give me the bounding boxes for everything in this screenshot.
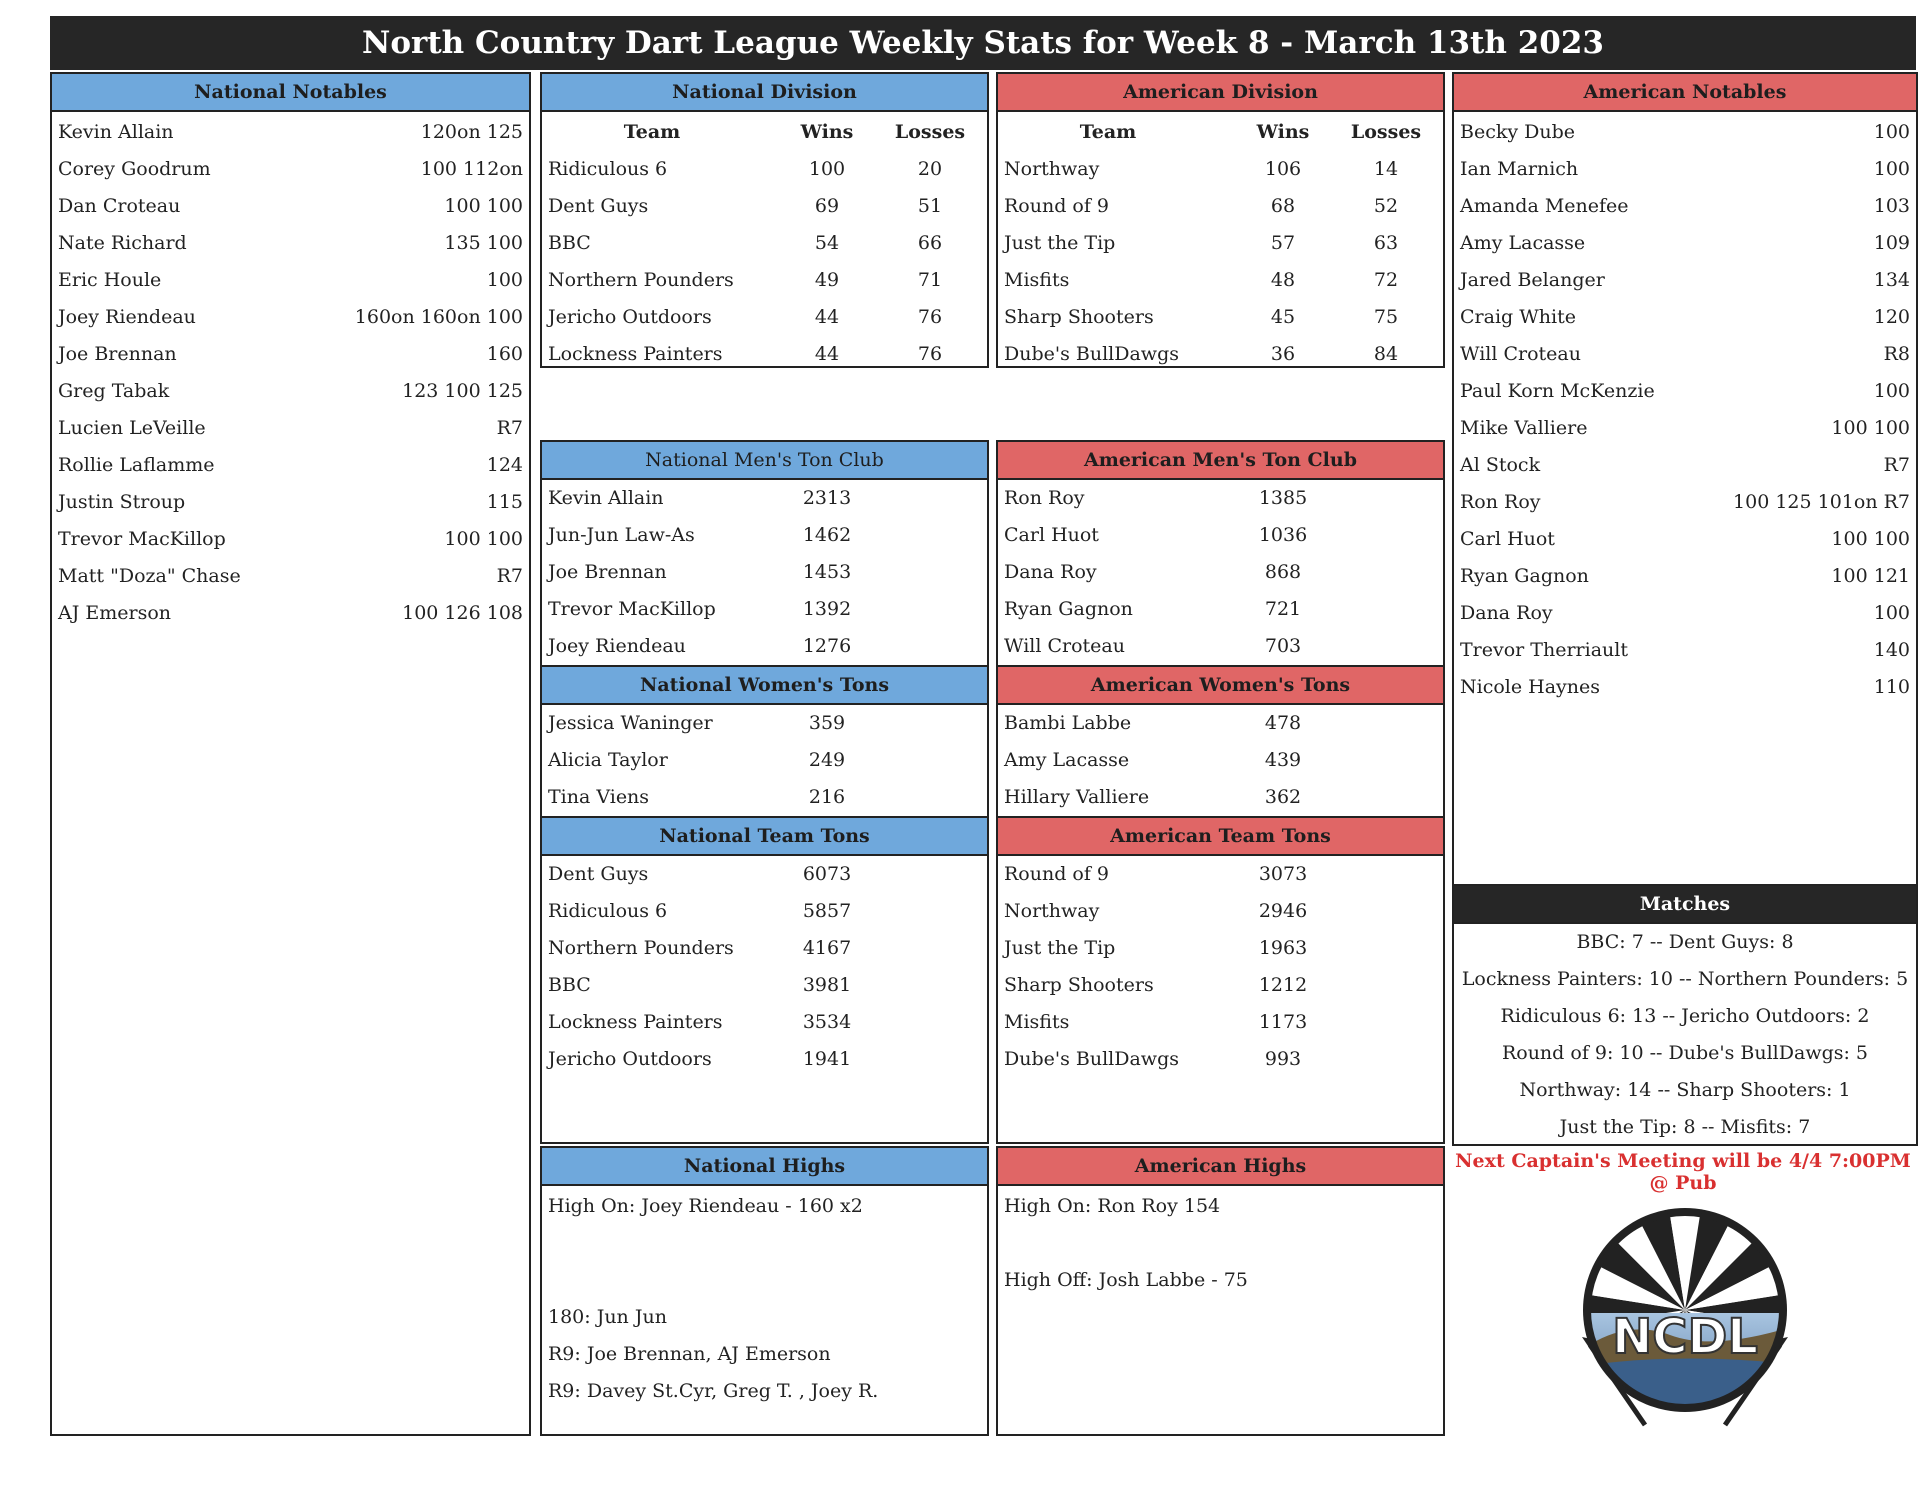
- national-tons-panel: [540, 440, 989, 1144]
- team-losses: 71: [917, 269, 943, 291]
- american-highs-panel: [996, 1146, 1445, 1436]
- player-notable: 160: [486, 343, 523, 365]
- entry-tons: 3534: [802, 1011, 852, 1033]
- list-item: [52, 595, 529, 632]
- list-item: [998, 554, 1443, 591]
- entry-tons: 359: [808, 712, 846, 734]
- player-name: Will Croteau: [1460, 343, 1581, 365]
- list-item: [1454, 299, 1916, 336]
- entry-name: Bambi Labbe: [1004, 712, 1132, 734]
- player-notable: R7: [1883, 454, 1910, 476]
- american-notables-panel: [1452, 72, 1918, 1146]
- player-notable: 115: [486, 491, 523, 513]
- entry-tons: 3073: [1258, 863, 1308, 885]
- national-highs-panel: [540, 1146, 989, 1436]
- table-row: [998, 225, 1443, 262]
- player-name: Nate Richard: [58, 232, 187, 254]
- list-item: [1454, 632, 1916, 669]
- entry-tons: 2946: [1258, 900, 1308, 922]
- table-row: [542, 299, 987, 336]
- american-mens-ton-header: American Men's Ton Club: [998, 442, 1443, 480]
- entry-name: Joe Brennan: [548, 561, 667, 583]
- entry-tons: 1173: [1258, 1011, 1308, 1033]
- match-result: Round of 9: 10 -- Dube's BullDawgs: 5: [1501, 1042, 1869, 1064]
- list-item: [1454, 595, 1916, 632]
- entry-name: Kevin Allain: [548, 487, 664, 509]
- table-row: [542, 336, 987, 373]
- list-item: [542, 930, 987, 967]
- match-result: Northway: 14 -- Sharp Shooters: 1: [1519, 1079, 1851, 1101]
- team-losses: 76: [917, 306, 943, 328]
- list-item: [998, 779, 1443, 816]
- list-item: [52, 447, 529, 484]
- entry-tons: 1036: [1258, 524, 1308, 546]
- team-name: Ridiculous 6: [548, 158, 668, 180]
- column-losses: Losses: [894, 121, 966, 143]
- entry-name: Just the Tip: [1004, 937, 1116, 959]
- player-notable: 100 100: [1831, 528, 1910, 550]
- player-notable: 100 100: [1831, 417, 1910, 439]
- player-notable: 109: [1873, 232, 1910, 254]
- team-wins: 49: [814, 269, 840, 291]
- player-name: Mike Valliere: [1460, 417, 1588, 439]
- list-item: [1454, 114, 1916, 151]
- american-division-column-headers: [998, 114, 1443, 151]
- national-r9-a: R9: Joe Brennan, AJ Emerson: [548, 1343, 831, 1365]
- player-name: Carl Huot: [1460, 528, 1555, 550]
- player-name: Paul Korn McKenzie: [1460, 380, 1655, 402]
- dartboard-logo-icon: [1560, 1195, 1810, 1435]
- list-item: [52, 299, 529, 336]
- list-item: [998, 628, 1443, 665]
- match-result: Ridiculous 6: 13 -- Jericho Outdoors: 2: [1500, 1005, 1870, 1027]
- player-name: Trevor Therriault: [1460, 639, 1628, 661]
- team-name: Round of 9: [1004, 195, 1110, 217]
- national-r9-b: R9: Davey St.Cyr, Greg T. , Joey R.: [548, 1380, 879, 1402]
- list-item: [1454, 151, 1916, 188]
- entry-name: Northway: [1004, 900, 1100, 922]
- list-item: [52, 188, 529, 225]
- matches-header: Matches: [1454, 886, 1916, 924]
- page-title: North Country Dart League Weekly Stats for Week 8 - March 13th 2023: [50, 16, 1916, 70]
- entry-name: Dube's BullDawgs: [1004, 1048, 1179, 1070]
- player-notable: 100 112on: [420, 158, 523, 180]
- column-losses: Losses: [1350, 121, 1422, 143]
- american-highs-header: American Highs: [998, 1148, 1443, 1186]
- captains-meeting-note: Next Captain's Meeting will be 4/4 7:00PM @ Pub: [1455, 1150, 1911, 1194]
- team-wins: 100: [808, 158, 846, 180]
- table-row: [998, 262, 1443, 299]
- entry-tons: 1385: [1258, 487, 1308, 509]
- entry-name: Northern Pounders: [548, 937, 734, 959]
- team-wins: 48: [1270, 269, 1296, 291]
- list-item: [542, 591, 987, 628]
- team-losses: 51: [917, 195, 943, 217]
- player-name: Joe Brennan: [58, 343, 177, 365]
- entry-name: Jessica Waninger: [548, 712, 713, 734]
- player-notable: 134: [1873, 269, 1910, 291]
- match-result: BBC: 7 -- Dent Guys: 8: [1576, 931, 1794, 953]
- team-name: Northern Pounders: [548, 269, 734, 291]
- entry-name: Lockness Painters: [548, 1011, 723, 1033]
- list-item: [52, 114, 529, 151]
- entry-tons: 993: [1264, 1048, 1302, 1070]
- column-wins: Wins: [800, 121, 854, 143]
- team-losses: 66: [917, 232, 943, 254]
- table-row: [542, 188, 987, 225]
- entry-tons: 1212: [1258, 974, 1308, 996]
- list-item: [542, 554, 987, 591]
- team-wins: 54: [814, 232, 840, 254]
- american-mens-ton-list: [998, 480, 1443, 665]
- player-notable: 100 100: [444, 528, 523, 550]
- list-item: [998, 893, 1443, 930]
- player-notable: R8: [1883, 343, 1910, 365]
- list-item: [1454, 225, 1916, 262]
- entry-name: Round of 9: [1004, 863, 1110, 885]
- team-losses: 76: [917, 343, 943, 365]
- list-item: [998, 705, 1443, 742]
- entry-name: Alicia Taylor: [548, 749, 668, 771]
- team-losses: 75: [1373, 306, 1399, 328]
- player-notable: 120: [1873, 306, 1910, 328]
- national-mens-ton-list: [542, 480, 987, 665]
- team-wins: 68: [1270, 195, 1296, 217]
- team-name: Dube's BullDawgs: [1004, 343, 1179, 365]
- team-name: BBC: [548, 232, 591, 254]
- list-item: [1454, 373, 1916, 410]
- national-notables-list: [52, 112, 529, 632]
- entry-tons: 478: [1264, 712, 1302, 734]
- entry-name: Ridiculous 6: [548, 900, 668, 922]
- american-womens-tons-list: [998, 705, 1443, 816]
- list-item: [52, 151, 529, 188]
- american-team-tons-list: [998, 856, 1443, 1078]
- player-name: Rollie Laflamme: [58, 454, 215, 476]
- team-losses: 72: [1373, 269, 1399, 291]
- entry-name: Misfits: [1004, 1011, 1070, 1033]
- entry-tons: 2313: [802, 487, 852, 509]
- entry-tons: 1276: [802, 635, 852, 657]
- player-notable: R7: [496, 565, 523, 587]
- entry-name: Ron Roy: [1004, 487, 1085, 509]
- list-item: [1454, 558, 1916, 595]
- list-item: [542, 705, 987, 742]
- entry-tons: 1941: [802, 1048, 852, 1070]
- team-wins: 57: [1270, 232, 1296, 254]
- player-notable: 124: [486, 454, 523, 476]
- entry-tons: 868: [1264, 561, 1302, 583]
- entry-name: Amy Lacasse: [1004, 749, 1130, 771]
- table-row: [542, 262, 987, 299]
- entry-name: BBC: [548, 974, 591, 996]
- list-item: [52, 558, 529, 595]
- player-name: Ryan Gagnon: [1460, 565, 1589, 587]
- player-notable: 100: [1873, 158, 1910, 180]
- american-division-rows: [998, 151, 1443, 373]
- entry-name: Carl Huot: [1004, 524, 1099, 546]
- list-item: [1454, 484, 1916, 521]
- list-item: [52, 336, 529, 373]
- player-name: Greg Tabak: [58, 380, 170, 402]
- team-losses: 63: [1373, 232, 1399, 254]
- entry-name: Jun-Jun Law-As: [548, 524, 695, 546]
- list-item: [998, 1041, 1443, 1078]
- american-womens-tons-header: American Women's Tons: [998, 665, 1443, 705]
- logo-text: NCDL: [1612, 1309, 1758, 1365]
- player-name: Trevor MacKillop: [58, 528, 226, 550]
- entry-name: Joey Riendeau: [548, 635, 686, 657]
- team-name: Northway: [1004, 158, 1100, 180]
- list-item: [998, 930, 1443, 967]
- team-losses: 20: [917, 158, 943, 180]
- national-division-column-headers: [542, 114, 987, 151]
- player-name: Amy Lacasse: [1460, 232, 1586, 254]
- team-wins: 106: [1264, 158, 1302, 180]
- national-division-header: National Division: [542, 74, 987, 112]
- player-name: Amanda Menefee: [1460, 195, 1629, 217]
- national-division-panel: [540, 72, 989, 368]
- entry-tons: 721: [1264, 598, 1302, 620]
- player-name: Al Stock: [1460, 454, 1541, 476]
- national-mens-ton-header: National Men's Ton Club: [542, 442, 987, 480]
- entry-tons: 5857: [802, 900, 852, 922]
- entry-name: Jericho Outdoors: [548, 1048, 712, 1070]
- list-item: [52, 410, 529, 447]
- entry-name: Hillary Valliere: [1004, 786, 1150, 808]
- american-tons-panel: [996, 440, 1445, 1144]
- player-notable: 100 100: [444, 195, 523, 217]
- team-wins: 69: [814, 195, 840, 217]
- matches-list: [1454, 924, 1916, 1146]
- list-item: [998, 856, 1443, 893]
- player-name: Justin Stroup: [58, 491, 186, 513]
- entry-tons: 703: [1264, 635, 1302, 657]
- column-team: Team: [1079, 121, 1137, 143]
- player-notable: 103: [1873, 195, 1910, 217]
- list-item: [1454, 447, 1916, 484]
- player-name: Dan Croteau: [58, 195, 181, 217]
- american-notables-header: American Notables: [1454, 74, 1916, 112]
- player-notable: 160on 160on 100: [354, 306, 523, 328]
- entry-tons: 216: [808, 786, 846, 808]
- list-item: [998, 517, 1443, 554]
- entry-tons: 1462: [802, 524, 852, 546]
- player-notable: R7: [496, 417, 523, 439]
- match-result: Lockness Painters: 10 -- Northern Pounders: 5: [1461, 968, 1909, 990]
- match-result: Just the Tip: 8 -- Misfits: 7: [1559, 1116, 1811, 1138]
- list-item: [1454, 521, 1916, 558]
- american-high-off: High Off: Josh Labbe - 75: [1004, 1269, 1248, 1291]
- player-name: Dana Roy: [1460, 602, 1553, 624]
- entry-tons: 1392: [802, 598, 852, 620]
- player-name: Craig White: [1460, 306, 1576, 328]
- list-item: [998, 967, 1443, 1004]
- player-name: AJ Emerson: [58, 602, 172, 624]
- american-notables-list: [1454, 112, 1916, 706]
- list-item: [52, 521, 529, 558]
- player-name: Lucien LeVeille: [58, 417, 206, 439]
- national-highs-header: National Highs: [542, 1148, 987, 1186]
- american-division-panel: [996, 72, 1445, 368]
- team-wins: 44: [814, 306, 840, 328]
- national-division-rows: [542, 151, 987, 373]
- list-item: [1454, 336, 1916, 373]
- list-item: [542, 856, 987, 893]
- player-notable: 100 126 108: [402, 602, 523, 624]
- table-row: [998, 188, 1443, 225]
- list-item: [542, 893, 987, 930]
- table-row: [542, 151, 987, 188]
- player-notable: 123 100 125: [402, 380, 523, 402]
- player-notable: 100: [1873, 380, 1910, 402]
- team-wins: 36: [1270, 343, 1296, 365]
- player-notable: 100: [486, 269, 523, 291]
- player-name: Eric Houle: [58, 269, 162, 291]
- american-division-header: American Division: [998, 74, 1443, 112]
- entry-name: Sharp Shooters: [1004, 974, 1154, 996]
- list-item: [542, 480, 987, 517]
- table-row: [998, 336, 1443, 373]
- national-notables-header: National Notables: [52, 74, 529, 112]
- list-item: [998, 480, 1443, 517]
- team-name: Jericho Outdoors: [548, 306, 712, 328]
- national-womens-tons-list: [542, 705, 987, 816]
- list-item: [998, 591, 1443, 628]
- list-item: [1454, 262, 1916, 299]
- player-name: Corey Goodrum: [58, 158, 211, 180]
- national-womens-tons-header: National Women's Tons: [542, 665, 987, 705]
- team-name: Sharp Shooters: [1004, 306, 1154, 328]
- team-losses: 52: [1373, 195, 1399, 217]
- player-notable: 100 125 101on R7: [1733, 491, 1910, 513]
- entry-tons: 6073: [802, 863, 852, 885]
- team-name: Lockness Painters: [548, 343, 723, 365]
- national-high-on: High On: Joey Riendeau - 160 x2: [548, 1195, 863, 1217]
- player-name: Ron Roy: [1460, 491, 1541, 513]
- player-name: Nicole Haynes: [1460, 676, 1601, 698]
- player-notable: 120on 125: [420, 121, 523, 143]
- column-wins: Wins: [1256, 121, 1310, 143]
- ncdl-logo: [1560, 1195, 1810, 1435]
- table-row: [998, 299, 1443, 336]
- player-notable: 100: [1873, 602, 1910, 624]
- entry-tons: 362: [1264, 786, 1302, 808]
- player-notable: 100 121: [1831, 565, 1910, 587]
- american-team-tons-header: American Team Tons: [998, 816, 1443, 856]
- entry-tons: 4167: [802, 937, 852, 959]
- team-losses: 84: [1373, 343, 1399, 365]
- list-item: [542, 742, 987, 779]
- entry-tons: 249: [808, 749, 846, 771]
- national-team-tons-header: National Team Tons: [542, 816, 987, 856]
- american-high-on: High On: Ron Roy 154: [1004, 1195, 1221, 1217]
- player-name: Ian Marnich: [1460, 158, 1579, 180]
- entry-name: Trevor MacKillop: [548, 598, 716, 620]
- entry-tons: 439: [1264, 749, 1302, 771]
- list-item: [542, 779, 987, 816]
- player-name: Joey Riendeau: [58, 306, 196, 328]
- table-row: [542, 225, 987, 262]
- player-notable: 140: [1873, 639, 1910, 661]
- entry-tons: 1453: [802, 561, 852, 583]
- column-team: Team: [623, 121, 681, 143]
- entry-name: Tina Viens: [548, 786, 650, 808]
- national-notables-panel: [50, 72, 531, 1436]
- player-name: Jared Belanger: [1460, 269, 1605, 291]
- list-item: [542, 628, 987, 665]
- entry-tons: 1963: [1258, 937, 1308, 959]
- team-name: Dent Guys: [548, 195, 649, 217]
- entry-name: Ryan Gagnon: [1004, 598, 1133, 620]
- player-notable: 100: [1873, 121, 1910, 143]
- player-name: Becky Dube: [1460, 121, 1576, 143]
- list-item: [998, 1004, 1443, 1041]
- entry-name: Dana Roy: [1004, 561, 1097, 583]
- entry-name: Dent Guys: [548, 863, 649, 885]
- list-item: [52, 484, 529, 521]
- player-name: Matt "Doza" Chase: [58, 565, 241, 587]
- player-name: Kevin Allain: [58, 121, 174, 143]
- list-item: [52, 262, 529, 299]
- entry-tons: 3981: [802, 974, 852, 996]
- list-item: [1454, 188, 1916, 225]
- team-wins: 45: [1270, 306, 1296, 328]
- entry-name: Will Croteau: [1004, 635, 1125, 657]
- list-item: [542, 967, 987, 1004]
- list-item: [542, 1041, 987, 1078]
- list-item: [998, 742, 1443, 779]
- team-wins: 44: [814, 343, 840, 365]
- list-item: [52, 225, 529, 262]
- team-name: Misfits: [1004, 269, 1070, 291]
- list-item: [1454, 669, 1916, 706]
- team-name: Just the Tip: [1004, 232, 1116, 254]
- table-row: [998, 151, 1443, 188]
- national-180: 180: Jun Jun: [548, 1306, 667, 1328]
- list-item: [1454, 410, 1916, 447]
- list-item: [52, 373, 529, 410]
- list-item: [542, 517, 987, 554]
- list-item: [542, 1004, 987, 1041]
- player-notable: 135 100: [444, 232, 523, 254]
- player-notable: 110: [1873, 676, 1910, 698]
- team-losses: 14: [1373, 158, 1399, 180]
- national-team-tons-list: [542, 856, 987, 1078]
